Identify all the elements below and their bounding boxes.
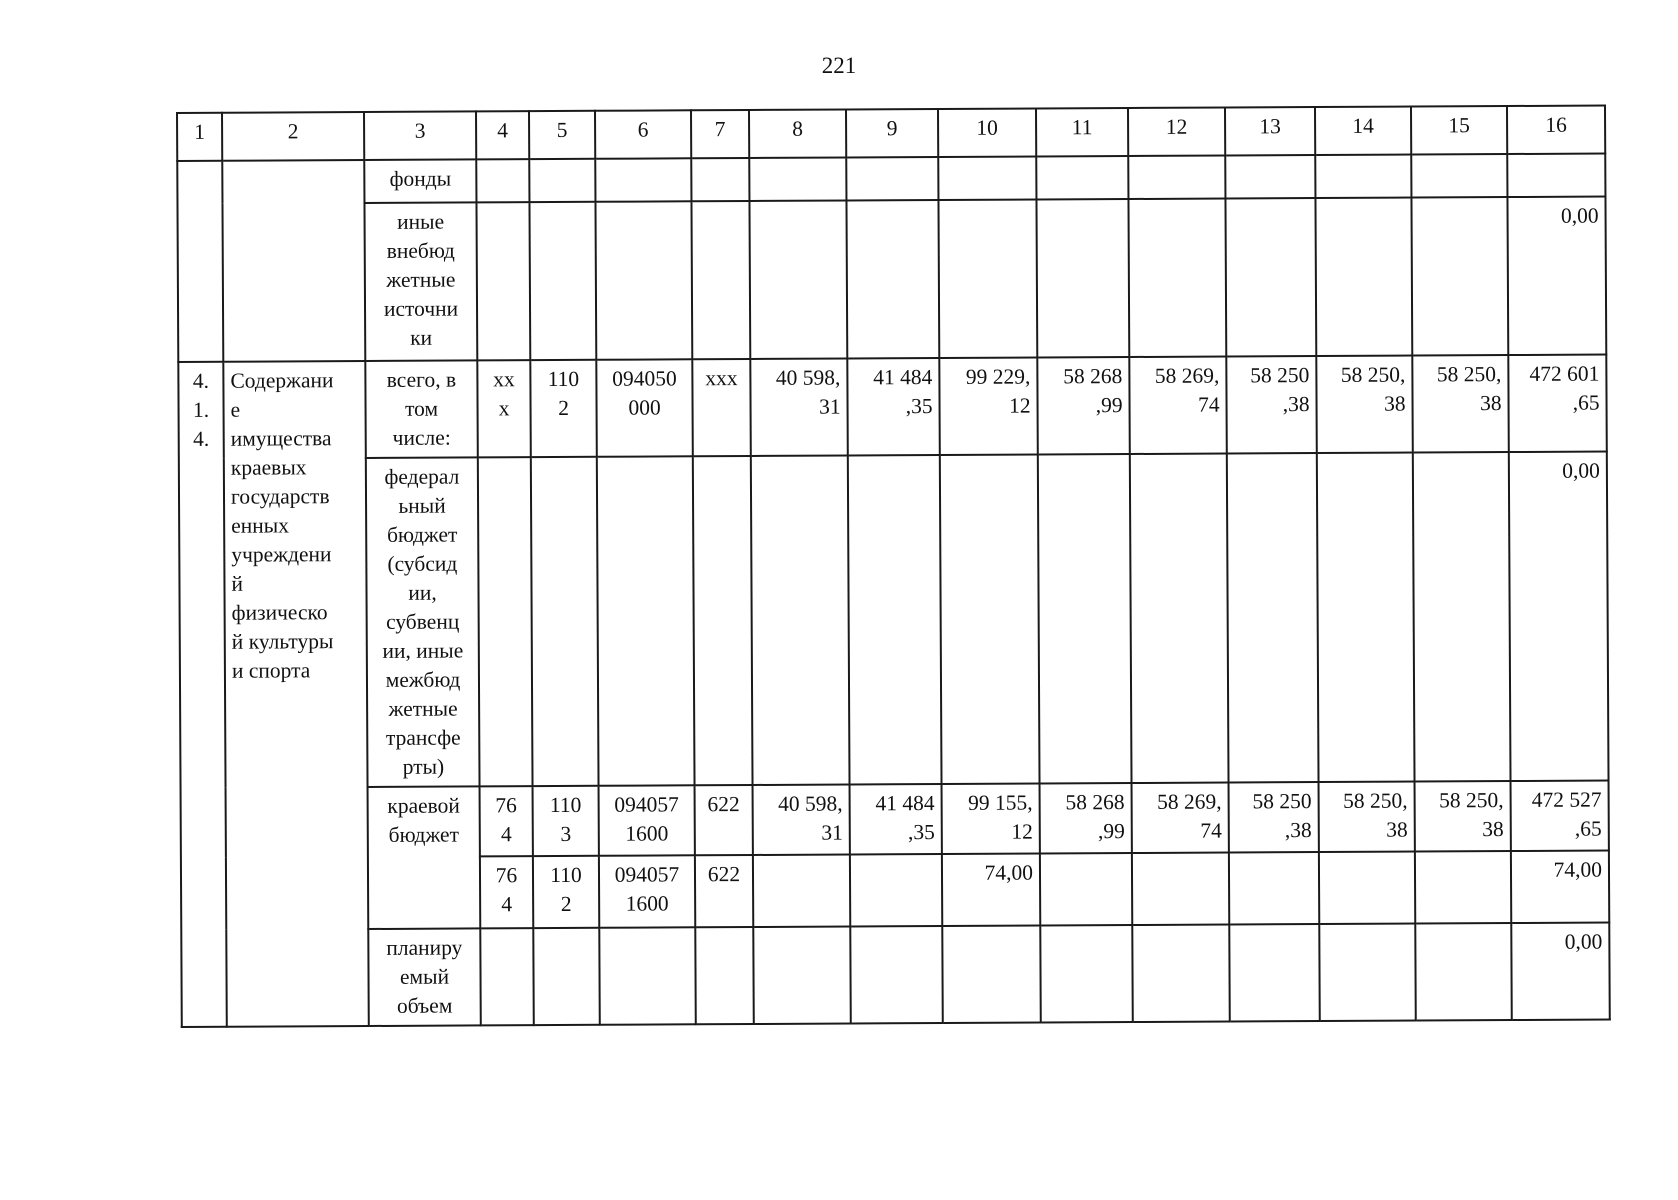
amount-cell: 41 484 ,35 [850, 784, 942, 854]
header-cell: 13 [1225, 107, 1315, 155]
amount-cell: 41 484 ,35 [847, 358, 940, 455]
cell-empty [222, 160, 365, 362]
amount-cell: 58 250 ,38 [1229, 782, 1319, 852]
amount-cell: 58 250, 38 [1415, 781, 1511, 852]
table-row [177, 197, 1606, 362]
amount-cell: 99 229, 12 [939, 357, 1038, 455]
source-label: иные внебюд жетные источни ки [364, 202, 477, 361]
csr-code: 094050 000 [596, 359, 693, 457]
header-cell: 15 [1411, 106, 1507, 155]
table-row [181, 923, 1609, 1027]
header-cell: 3 [364, 111, 476, 160]
total-value: 0,00 [1509, 452, 1609, 782]
vr-code: 622 [695, 785, 753, 855]
header-cell: 11 [1036, 108, 1128, 156]
total-value: 74,00 [1511, 851, 1609, 924]
total-value: 0,00 [1511, 923, 1610, 1021]
header-cell: 1 [177, 113, 222, 161]
header-cell: 2 [222, 112, 364, 161]
csr-code: 094057 1600 [599, 855, 695, 928]
vr-code: ххх [692, 359, 751, 456]
amount-cell: 58 250, 38 [1316, 356, 1413, 454]
item-number: 4. 1. 4. [178, 362, 226, 1027]
vr-code: 622 [695, 855, 753, 927]
rzpr-code: 110 3 [533, 786, 599, 856]
page-number: 221 [821, 53, 857, 78]
amount-cell: 58 268 ,99 [1040, 783, 1132, 853]
source-label: краевой бюджет [368, 786, 481, 929]
header-cell: 4 [476, 111, 529, 159]
header-cell: 9 [846, 109, 938, 157]
table-row [178, 355, 1606, 459]
amount-cell: 58 250 ,38 [1226, 356, 1317, 453]
rzpr-code: 110 2 [530, 360, 597, 457]
header-cell: 5 [529, 111, 595, 159]
amount-cell: 58 250, 38 [1412, 355, 1509, 453]
amount-cell: 58 269, 74 [1132, 782, 1229, 853]
item-name: Содержани е имущества краевых государств енных учреждени й физическо й культуры и спорта [223, 361, 368, 1027]
source-label: всего, в том числе: [365, 360, 478, 458]
amount-cell: 99 155, 12 [942, 783, 1040, 854]
source-label: фонды [364, 159, 476, 203]
total-value: 0,00 [1507, 197, 1606, 356]
header-cell: 6 [595, 110, 691, 159]
source-label: планиру емый объем [368, 928, 481, 1026]
amount-cell: 40 598, 31 [750, 358, 848, 456]
header-cell: 8 [749, 109, 846, 158]
header-cell: 10 [938, 108, 1036, 157]
header-cell: 14 [1315, 107, 1411, 156]
header-cell: 16 [1507, 106, 1605, 155]
total-value: 472 527 ,65 [1511, 781, 1609, 852]
csr-code: 094057 1600 [599, 785, 695, 856]
source-label: федерал ьный бюджет (субсид ии, субвенц ии, иные межбюд жетные трансфе рты) [366, 457, 480, 787]
rzpr-code: 110 2 [533, 856, 599, 928]
grbs-code: хх х [477, 360, 531, 457]
grbs-code: 76 4 [480, 856, 533, 928]
amount-cell: 58 250, 38 [1319, 782, 1415, 853]
budget-table [176, 105, 1611, 1028]
header-cell: 12 [1128, 108, 1225, 157]
amount-cell: 40 598, 31 [753, 784, 850, 855]
header-row [177, 106, 1605, 161]
table-row [179, 452, 1609, 788]
amount-cell: 58 269, 74 [1129, 357, 1227, 455]
total-value: 472 601 ,65 [1508, 355, 1607, 453]
table-row [181, 781, 1609, 858]
table-row [177, 154, 1605, 204]
amount-cell: 58 268 ,99 [1037, 357, 1130, 454]
header-cell: 7 [691, 110, 749, 158]
amount-cell: 74,00 [942, 853, 1040, 926]
cell-empty [177, 161, 223, 362]
grbs-code: 76 4 [480, 786, 533, 856]
